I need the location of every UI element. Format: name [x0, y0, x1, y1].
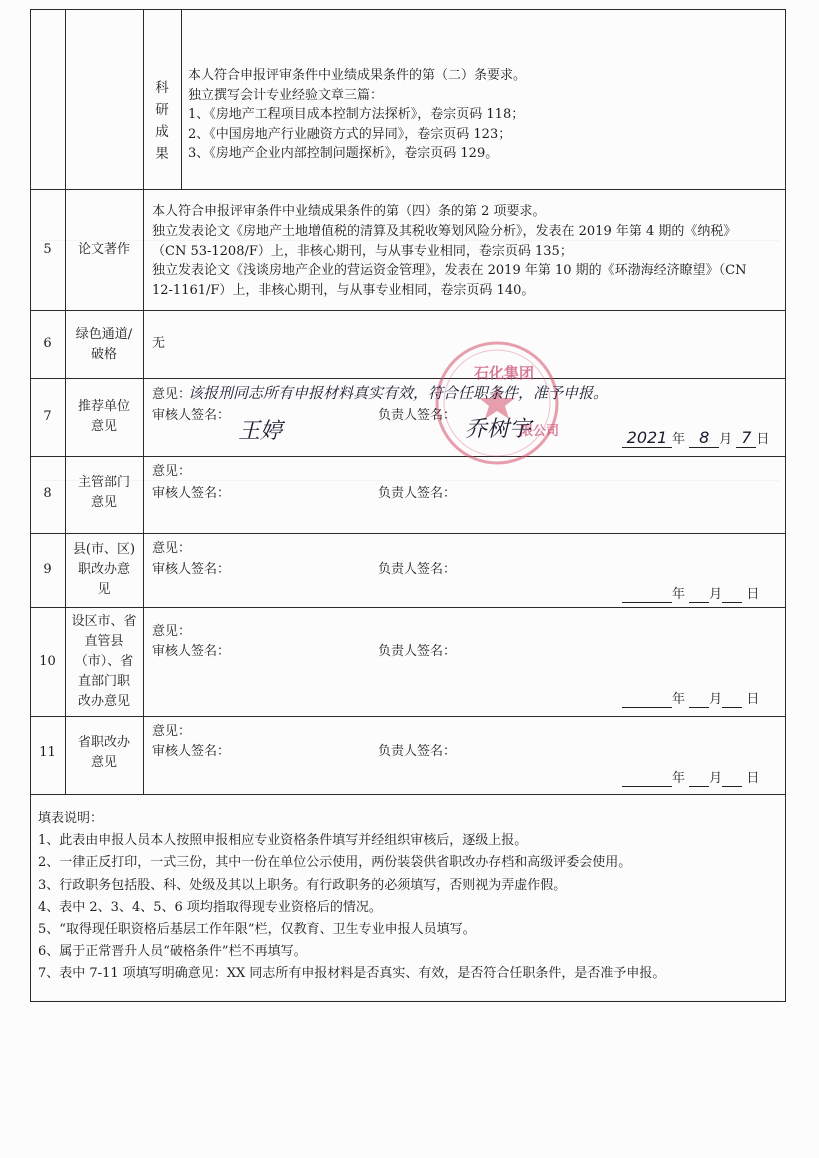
reviewer-signature-label: 审核人签名： [152, 486, 231, 501]
papers-content [152, 202, 746, 301]
instruction-item: 4、表中 2、3、4、5、6 项均指取得现专业资格后的情况。 [38, 899, 382, 915]
month-blank[interactable] [689, 587, 709, 603]
papers-line: （CN 53-1208/F）上，非核心期刊，与从事专业相同，卷宗页码 135； [152, 243, 573, 259]
day-blank[interactable] [722, 771, 742, 787]
research-line: 独立撰写会计专业经验文章三篇： [188, 87, 384, 103]
month-handwriting: 8 [699, 428, 710, 447]
form-instructions [38, 808, 665, 986]
seal-text: 限公司 [520, 424, 560, 439]
row-label-line: 改办意见 [77, 694, 130, 709]
year-label: 年 [672, 587, 686, 602]
row-number: 9 [43, 562, 52, 577]
row-label-line: 直管县 [84, 634, 124, 649]
day-blank[interactable] [722, 587, 742, 603]
row-label: 论文著作 [77, 242, 130, 257]
research-content [188, 66, 526, 164]
date-field [622, 583, 759, 603]
instruction-item: 1、此表由申报人员本人按照申报相应专业资格条件填写并经组织审核后，逐级上报。 [38, 833, 528, 849]
reviewer-signature-label: 审核人签名： [152, 408, 231, 423]
day-blank [736, 428, 756, 448]
row-label-line: 破格 [90, 347, 117, 362]
date-field [622, 428, 769, 448]
row-divider [30, 378, 786, 379]
row-divider [30, 794, 786, 795]
month-label: 月 [709, 587, 723, 602]
row-label-line: 县(市、区) [72, 542, 136, 557]
table-border-left [30, 9, 31, 1002]
col-divider-label [143, 9, 144, 794]
row-label-line: 职改办意 [77, 562, 130, 577]
row-label [65, 540, 143, 600]
reviewer-signature-label: 审核人签名： [152, 562, 231, 577]
row-divider [30, 189, 786, 190]
papers-line: 独立发表论文《房地产土地增值税的清算及其税收筹划风险分析》，发表在 2019 年第 4 期的《纳税》 [152, 223, 737, 239]
research-line: 3、《房地产企业内部控制问题探析》，卷宗页码 129。 [188, 146, 499, 161]
opinion-label: 意见： [152, 724, 192, 739]
leader-signature: 乔树宇 [465, 417, 532, 442]
row-label-line: 省职改办 [77, 735, 130, 750]
row-label-line: 意见 [90, 495, 117, 510]
year-blank[interactable] [622, 587, 672, 603]
leader-signature-label: 负责人签名： [378, 744, 457, 759]
date-field [622, 767, 759, 787]
opinion-label: 意见： [152, 464, 192, 479]
row-divider [30, 607, 786, 608]
month-label: 月 [709, 692, 723, 707]
year-label: 年 [672, 771, 686, 786]
day-label: 日 [756, 432, 770, 447]
year-label: 年 [672, 432, 686, 447]
month-blank[interactable] [689, 692, 709, 708]
seal-text: 石化集团 [474, 364, 535, 382]
row-label-line: 意见 [90, 419, 117, 434]
opinion-label: 意见： [152, 624, 192, 639]
research-line: 本人符合申报评审条件中业绩成果条件的第（二）条要求。 [188, 68, 527, 83]
month-blank [689, 428, 719, 448]
row-divider [30, 310, 786, 311]
reviewer-signature-label: 审核人签名： [152, 744, 231, 759]
year-handwriting: 2021 [626, 428, 668, 447]
papers-line: 本人符合申报评审条件中业绩成果条件的第（四）条的第 2 项要求。 [152, 204, 546, 219]
official-seal-icon [432, 338, 562, 468]
row-label-line: （市）、省 [74, 654, 134, 669]
row-divider [30, 716, 786, 717]
table-border-right [785, 9, 786, 1002]
opinion-label: 意见： [152, 541, 192, 556]
papers-line: 独立发表论文《浅谈房地产企业的营运资金管理》，发表在 2019 年第 10 期的《环渤海经济瞭望》（CN [152, 263, 747, 279]
day-label: 日 [746, 771, 760, 786]
row-divider [30, 456, 786, 457]
day-blank[interactable] [722, 692, 742, 708]
row-number: 5 [43, 242, 52, 257]
row-label-line: 意见 [90, 755, 117, 770]
reviewer-signature-label: 审核人签名： [152, 644, 231, 659]
instruction-item: 6、属于正常晋升人员“破格条件”栏不再填写。 [38, 944, 307, 960]
day-handwriting: 7 [741, 428, 752, 447]
leader-signature-label: 负责人签名： [378, 644, 457, 659]
row-divider [30, 533, 786, 534]
row-label-line: 绿色通道/ [75, 327, 133, 342]
row-number: 11 [39, 745, 56, 760]
year-label: 年 [672, 692, 686, 707]
instruction-item: 5、“取得现任职资格后基层工作年限”栏，仅教育、卫生专业申报人员填写。 [38, 922, 476, 938]
row-number: 10 [39, 654, 56, 669]
date-field [622, 688, 759, 708]
reviewer-signature: 王婷 [238, 419, 283, 444]
opinion-handwriting: 该报刑同志所有申报材料真实有效，符合任职条件，准予申报。 [188, 384, 609, 402]
instructions-title: 填表说明： [38, 811, 104, 826]
col-divider-sublabel [181, 9, 182, 189]
row-label-line: 主管部门 [77, 475, 130, 490]
year-blank[interactable] [622, 771, 672, 787]
leader-signature-label: 负责人签名： [378, 408, 457, 423]
show-through-line [40, 480, 780, 481]
instruction-item: 3、行政职务包括股、科、处级及其以上职务。有行政职务的必须填写，否则视为弄虚作假。 [38, 877, 567, 893]
row-label [65, 733, 143, 773]
instruction-item: 2、一律正反打印，一式三份，其中一份在单位公示使用，两份装袋供省职改办存档和高级评委会使用。 [38, 855, 632, 871]
row-number: 8 [43, 486, 52, 501]
row-label-line: 设区市、省 [71, 614, 137, 629]
year-blank [622, 428, 672, 448]
table-border-top [30, 9, 786, 10]
day-label: 日 [746, 692, 760, 707]
leader-signature-label: 负责人签名： [378, 486, 457, 501]
table-border-bottom [30, 1001, 786, 1002]
row-number: 6 [43, 336, 52, 351]
month-label: 月 [719, 432, 733, 447]
day-label: 日 [746, 587, 760, 602]
leader-signature-label: 负责人签名： [378, 562, 457, 577]
papers-line: 12-1161/F）上，非核心期刊，与从事专业相同，卷宗页码 140。 [152, 283, 535, 299]
row-number: 7 [43, 409, 52, 424]
opinion-label: 意见： [152, 387, 192, 402]
green-channel-value: 无 [152, 336, 166, 351]
row-label-line: 直部门职 [77, 674, 130, 689]
month-label: 月 [709, 771, 723, 786]
row-label-line: 见 [97, 582, 111, 597]
instruction-item: 7、表中 7-11 项填写明确意见：XX 同志所有申报材料是否真实、有效，是否符合任职条件，是否准予申报。 [38, 966, 666, 982]
year-blank[interactable] [622, 692, 672, 708]
research-sub-label: 科研成果 [155, 80, 169, 162]
row-label [65, 397, 143, 437]
row-label [65, 325, 143, 365]
row-label-line: 推荐单位 [77, 399, 130, 414]
row-label [65, 473, 143, 513]
research-line: 2、《中国房地产行业融资方式的异同》，卷宗页码 123； [188, 126, 512, 142]
research-line: 1、《房地产工程项目成本控制方法探析》，卷宗页码 118； [188, 107, 525, 122]
row-label [65, 612, 143, 712]
month-blank[interactable] [689, 771, 709, 787]
